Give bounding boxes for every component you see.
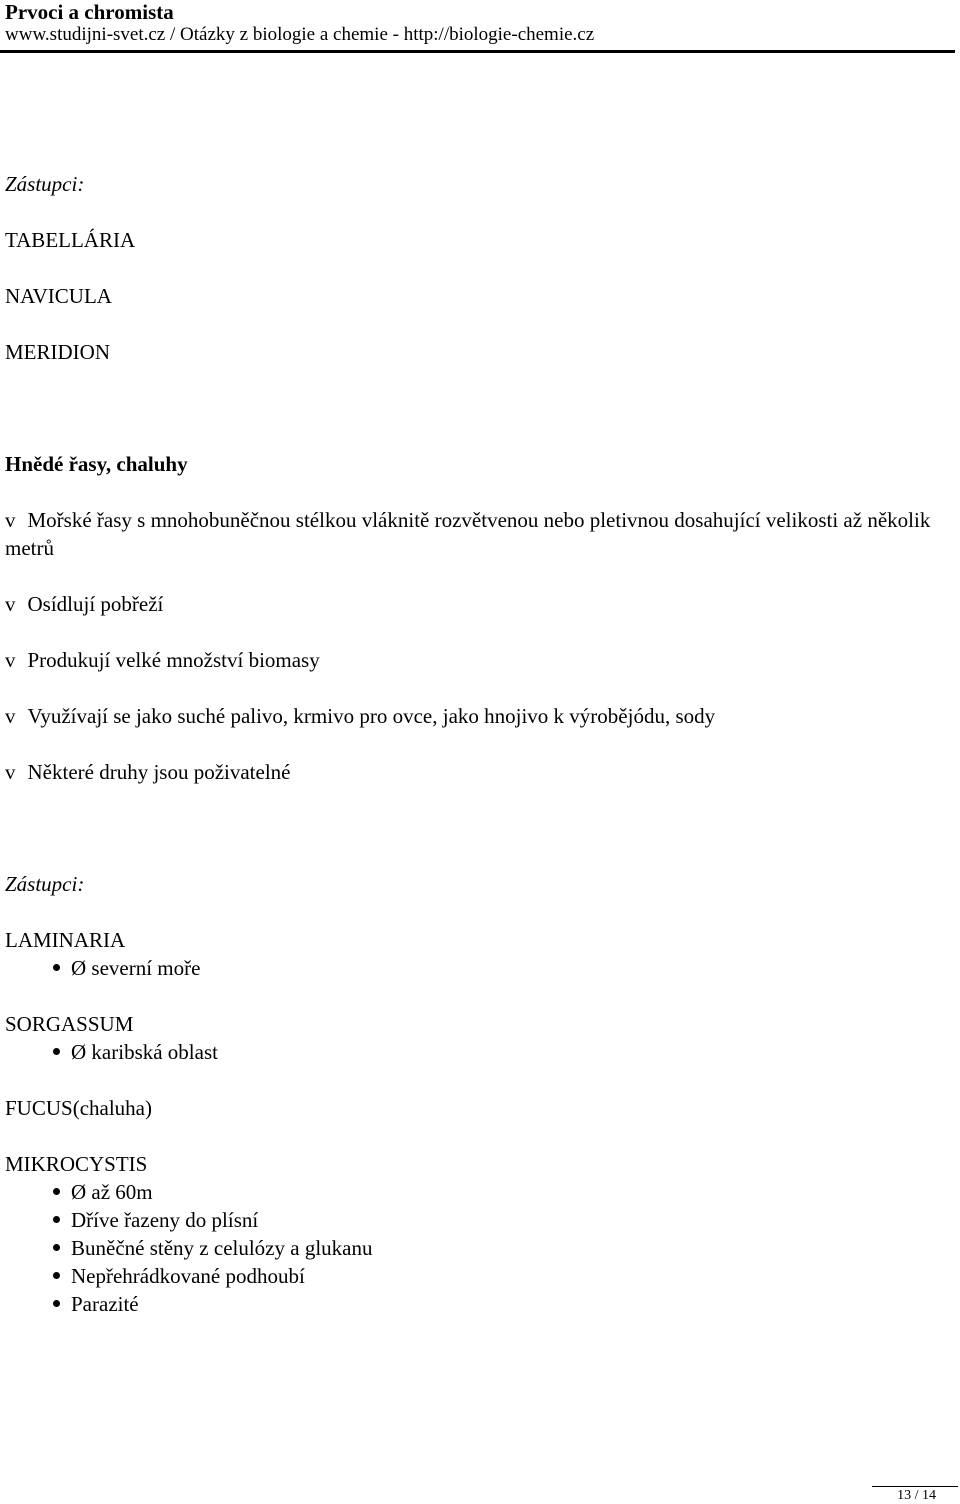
list-item xyxy=(53,1178,935,1206)
fact-text: Produkují velké množství biomasy xyxy=(27,648,320,672)
fact-item xyxy=(5,702,935,730)
footer-divider xyxy=(872,1486,958,1487)
laminaria-notes xyxy=(5,954,935,982)
document-body xyxy=(5,170,935,1318)
diatom-item-navicula: NAVICULA xyxy=(5,284,112,308)
fact-item xyxy=(5,646,935,674)
bullet-dot-icon xyxy=(53,1048,60,1055)
v-marker: v xyxy=(5,592,16,616)
bullet-dot-icon xyxy=(53,1244,60,1251)
diatom-item-meridion: MERIDION xyxy=(5,340,110,364)
sorgassum-notes xyxy=(5,1038,935,1066)
species-mikrocystis: MIKROCYSTIS xyxy=(5,1152,148,1176)
section-heading-brown-algae: Hnědé řasy, chaluhy xyxy=(5,452,188,476)
list-item xyxy=(53,1262,935,1290)
list-item-text: Ø karibská oblast xyxy=(71,1040,218,1064)
fact-text: Osídlují pobřeží xyxy=(27,592,164,616)
list-item-text: Nepřehrádkované podhoubí xyxy=(71,1264,305,1288)
species-sorgassum: SORGASSUM xyxy=(5,1012,134,1036)
diatom-item-tabellaria: TABELLÁRIA xyxy=(5,228,136,252)
list-item-text: Ø severní moře xyxy=(71,956,201,980)
fact-text: Mořské řasy s mnohobuněčnou stélkou vláknitě rozvětvenou nebo pletivnou dosahující velikosti až několik metrů xyxy=(5,508,931,560)
list-item xyxy=(53,954,935,982)
header-divider xyxy=(0,50,955,53)
mikrocystis-notes xyxy=(5,1178,935,1318)
fact-item xyxy=(5,758,935,786)
fact-text: Některé druhy jsou poživatelné xyxy=(27,760,291,784)
source-url-line: www.studijni-svet.cz / Otázky z biologie a chemie - http://biologie-chemie.cz xyxy=(5,24,595,45)
list-item-text: Parazité xyxy=(71,1292,139,1316)
list-item-text: Ø až 60m xyxy=(71,1180,153,1204)
page-number: 13 / 14 xyxy=(897,1488,936,1503)
v-marker: v xyxy=(5,760,16,784)
bullet-dot-icon xyxy=(53,964,60,971)
fact-item xyxy=(5,506,935,562)
list-item xyxy=(53,1234,935,1262)
list-item-text: Dříve řazeny do plísní xyxy=(71,1208,259,1232)
v-marker: v xyxy=(5,508,16,532)
list-item xyxy=(53,1290,935,1318)
species-fucus: FUCUS(chaluha) xyxy=(5,1096,152,1120)
species-laminaria: LAMINARIA xyxy=(5,928,126,952)
representatives-label-diatoms: Zástupci: xyxy=(5,172,85,196)
bullet-dot-icon xyxy=(53,1188,60,1195)
v-marker: v xyxy=(5,648,16,672)
fact-text: Využívají se jako suché palivo, krmivo pro ovce, jako hnojivo k výrobějódu, sody xyxy=(27,704,716,728)
page-header xyxy=(5,0,957,47)
representatives-label-brown-algae: Zástupci: xyxy=(5,872,85,896)
bullet-dot-icon xyxy=(53,1216,60,1223)
list-item-text: Buněčné stěny z celulózy a glukanu xyxy=(71,1236,373,1260)
document-title: Prvoci a chromista xyxy=(5,0,174,24)
bullet-dot-icon xyxy=(53,1272,60,1279)
fact-item xyxy=(5,590,935,618)
list-item xyxy=(53,1206,935,1234)
list-item xyxy=(53,1038,935,1066)
v-marker: v xyxy=(5,704,16,728)
bullet-dot-icon xyxy=(53,1300,60,1307)
